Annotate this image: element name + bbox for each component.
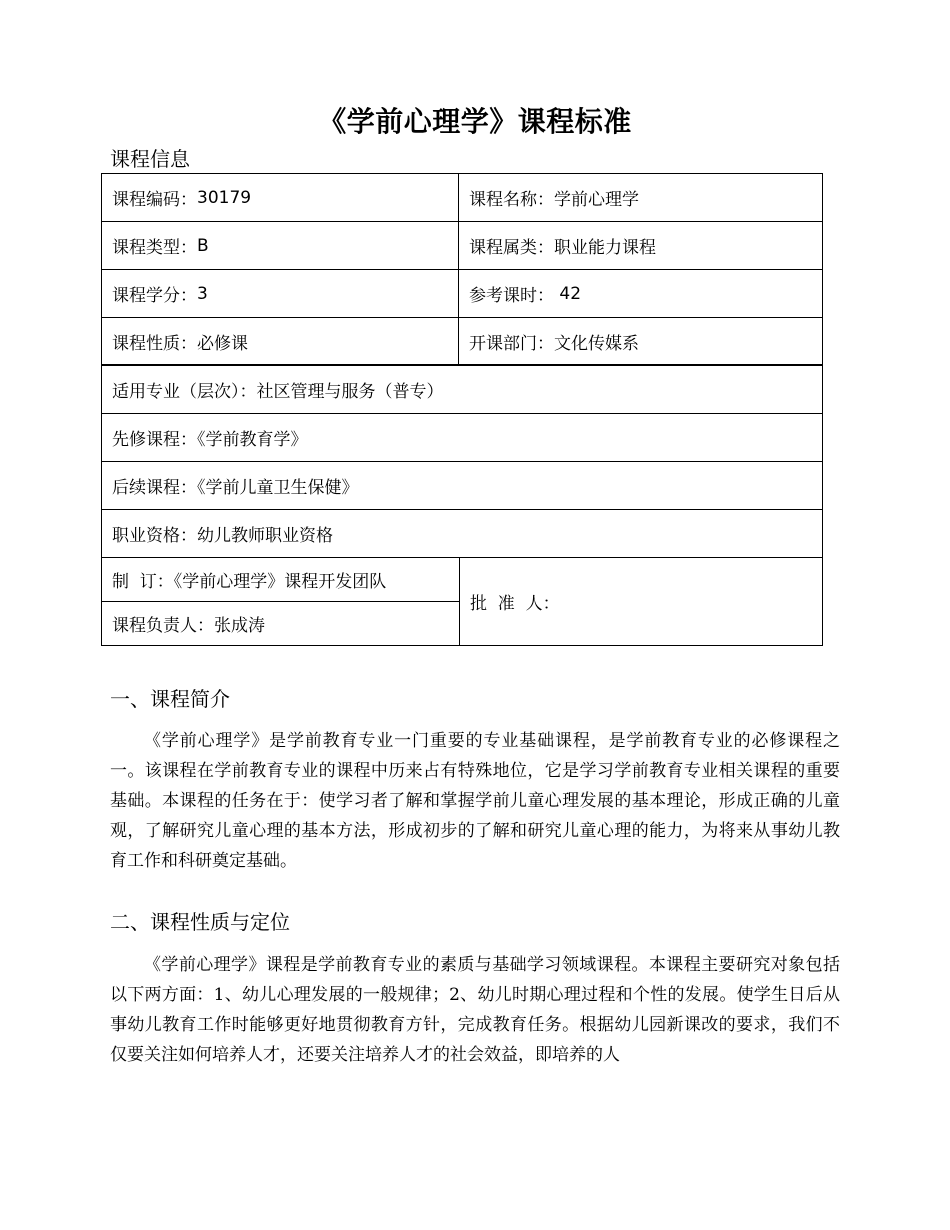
page-title: 《学前心理学》课程标准 — [318, 105, 632, 138]
cell-label: 课程编码： — [112, 190, 197, 210]
qualification-cell: 职业资格：幼儿教师职业资格 — [112, 526, 333, 546]
approver-cell: 批 准 人： — [470, 594, 560, 614]
table-row — [102, 366, 822, 414]
table-row — [102, 414, 822, 462]
table-row — [102, 510, 822, 558]
course-info-table — [101, 173, 823, 646]
course-category-cell — [459, 222, 822, 269]
cell-label: 开课部门： — [469, 333, 554, 354]
course-name-cell — [459, 174, 822, 221]
made-by-cell: 制 订：《学前心理学》课程开发团队 — [102, 558, 459, 602]
follow-up-course-cell: 后续课程：《学前儿童卫生保健》 — [112, 478, 359, 498]
cell-label: 课程类型： — [112, 238, 197, 258]
table-row — [102, 318, 822, 366]
course-credit-cell — [102, 270, 459, 317]
course-type-cell — [102, 222, 459, 269]
section-paragraph: 《学前心理学》课程是学前教育专业的素质与基础学习领域课程。本课程主要研究对象包括以下两方面：1、幼儿心理发展的一般规律；2、幼儿时期心理过程和个性的发展。使学生日后从事幼儿教育工作时能够更好地贯彻教育方针，完成教育任务。根据幼儿园新课改的要求，我们不仅要关注如何培养人才，还要关注培养人才的社会效益，即培养的人 — [110, 955, 840, 1065]
cell-value: 必修课 — [197, 333, 248, 354]
table-row — [102, 222, 822, 270]
table-row — [102, 270, 822, 318]
table-row — [102, 462, 822, 510]
cell-value: 30179 — [197, 187, 252, 208]
course-nature-cell — [102, 318, 459, 364]
cell-label: 课程名称： — [469, 190, 554, 210]
cell-label: 课程属类： — [469, 238, 554, 258]
cell-value: B — [197, 235, 209, 256]
cell-label: 参考课时： — [469, 286, 554, 306]
cell-value: 42 — [554, 283, 582, 304]
responsible-cell: 课程负责人：张成涛 — [112, 616, 265, 636]
course-code-cell — [102, 174, 459, 221]
table-row — [102, 174, 822, 222]
cell-value: 3 — [197, 283, 208, 304]
cell-label: 课程学分： — [112, 286, 197, 306]
reference-hours-cell — [459, 270, 822, 317]
sign-block — [102, 558, 822, 645]
cell-label: 课程性质： — [112, 333, 197, 354]
sign-left — [102, 558, 460, 645]
cell-value: 职业能力课程 — [554, 238, 656, 258]
section-paragraph: 《学前心理学》是学前教育专业一门重要的专业基础课程，是学前教育专业的必修课程之一。该课程在学前教育专业的课程中历来占有特殊地位，它是学习学前教育专业相关课程的重要基础。本课程的任务在于：使学习者了解和掌握学前儿童心理发展的基本理论，形成正确的儿童观，了解研究儿童心理的基本方法，形成初步的了解和研究儿童心理的能力，为将来从事幼儿教育工作和科研奠定基础。 — [110, 731, 840, 871]
cell-value: 学前心理学 — [554, 190, 639, 210]
applicable-major-cell: 适用专业（层次）：社区管理与服务（普专） — [112, 382, 444, 402]
department-cell — [459, 318, 822, 364]
info-caption: 课程信息 — [110, 147, 190, 171]
cell-value: 文化传媒系 — [554, 333, 639, 354]
section-heading: 一、课程简介 — [110, 687, 230, 711]
prerequisite-cell: 先修课程：《学前教育学》 — [112, 430, 308, 450]
section-heading: 二、课程性质与定位 — [110, 910, 290, 934]
